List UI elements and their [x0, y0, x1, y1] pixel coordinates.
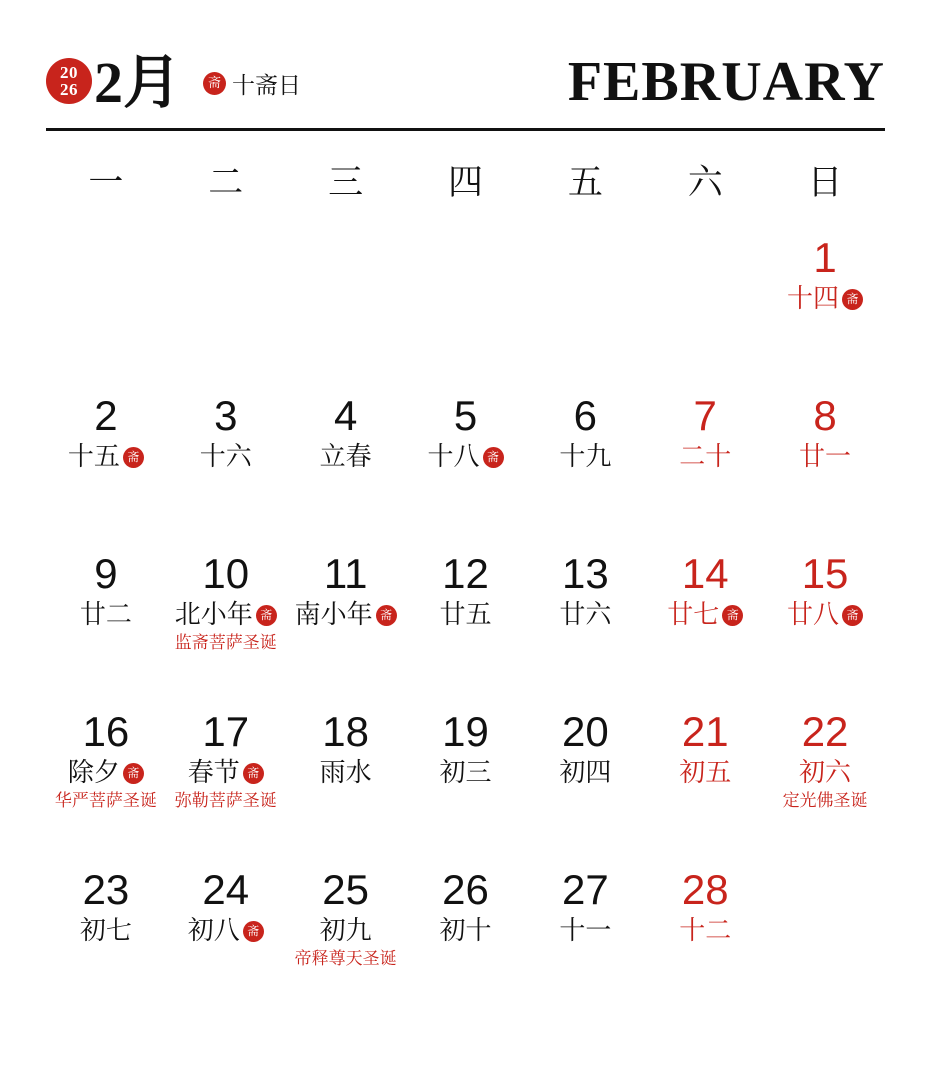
day-number: 18	[322, 708, 369, 755]
lunar-label: 廿七	[667, 600, 720, 629]
calendar-day-cell[interactable]	[765, 701, 885, 859]
lunar-label: 廿八	[787, 600, 840, 629]
weekday-tue: 二	[208, 163, 244, 202]
lunar-label: 初五	[679, 758, 732, 787]
lunar-label: 北小年	[174, 600, 253, 629]
lunar-label: 廿五	[439, 600, 492, 629]
lunar-label: 二十	[679, 442, 732, 471]
calendar-day-cell[interactable]	[406, 543, 526, 701]
calendar-day-cell[interactable]	[166, 543, 286, 701]
calendar-day-cell[interactable]	[765, 543, 885, 701]
festival-label: 华严菩萨圣诞	[54, 791, 157, 810]
lunar-label: 初四	[559, 758, 612, 787]
lunar-line	[286, 917, 406, 945]
lunar-line	[406, 443, 526, 471]
calendar-day-cell[interactable]	[525, 701, 645, 859]
lunar-line	[46, 917, 166, 945]
calendar-day-cell[interactable]	[406, 859, 526, 1017]
day-number: 12	[442, 550, 489, 597]
zhai-badge-icon: 斋	[483, 447, 504, 468]
zhai-badge-icon: 斋	[256, 605, 277, 626]
zhai-badge-icon: 斋	[722, 605, 743, 626]
day-number: 28	[681, 866, 729, 913]
zhai-legend-label: 十斋日	[232, 73, 302, 98]
calendar-day-cell[interactable]	[765, 227, 885, 385]
lunar-label: 立春	[319, 442, 372, 471]
day-number: 24	[202, 866, 250, 913]
lunar-line	[765, 285, 885, 313]
zhai-badge-icon: 斋	[842, 605, 863, 626]
lunar-line	[46, 759, 166, 787]
weekday-mon: 一	[88, 163, 124, 202]
calendar-header	[46, 0, 885, 115]
lunar-label: 十一	[559, 916, 612, 945]
lunar-label: 初八	[187, 916, 240, 945]
lunar-label: 雨水	[319, 758, 372, 787]
day-number: 2	[94, 392, 118, 439]
day-number: 23	[82, 866, 130, 913]
day-number: 4	[333, 392, 358, 439]
zhai-badge-icon: 斋	[123, 447, 144, 468]
lunar-line	[525, 917, 645, 945]
day-number: 9	[94, 550, 118, 597]
weekday-header-row	[46, 155, 885, 205]
lunar-line	[645, 917, 765, 945]
lunar-label: 十六	[199, 442, 252, 471]
calendar-cell-empty	[765, 859, 885, 1017]
calendar-day-cell[interactable]	[765, 385, 885, 543]
festival-label: 定光佛圣诞	[782, 791, 868, 810]
calendar-day-cell[interactable]	[166, 701, 286, 859]
zhai-badge-icon: 斋	[376, 605, 397, 626]
lunar-line	[765, 601, 885, 629]
calendar-day-cell[interactable]	[46, 701, 166, 859]
lunar-line	[406, 759, 526, 787]
calendar-day-cell[interactable]	[46, 859, 166, 1017]
day-number: 26	[442, 866, 489, 913]
zhai-badge-icon: 斋	[842, 289, 863, 310]
lunar-label: 廿一	[799, 442, 852, 471]
zhai-badge-icon: 斋	[203, 72, 226, 95]
calendar-day-cell[interactable]	[46, 543, 166, 701]
festival-label: 帝释尊天圣诞	[294, 949, 397, 968]
calendar-grid	[46, 227, 885, 1017]
day-number: 14	[681, 550, 729, 597]
day-number: 3	[214, 392, 238, 439]
day-number: 16	[82, 708, 130, 755]
lunar-label: 十九	[559, 442, 612, 471]
day-number: 5	[453, 392, 478, 439]
day-number: 17	[202, 708, 250, 755]
day-number: 8	[813, 392, 837, 439]
festival-label: 监斋菩萨圣诞	[174, 633, 277, 652]
month-title-english: FEBRUARY	[567, 51, 885, 113]
weekday-sat: 六	[687, 163, 723, 202]
zhai-legend	[203, 67, 301, 100]
calendar-day-cell[interactable]	[406, 385, 526, 543]
zhai-badge-icon: 斋	[243, 921, 264, 942]
header-divider	[46, 128, 885, 131]
calendar-day-cell[interactable]	[525, 543, 645, 701]
calendar-day-cell[interactable]	[645, 543, 765, 701]
calendar-day-cell[interactable]	[46, 385, 166, 543]
lunar-label: 初九	[319, 916, 372, 945]
year-bottom: 26	[60, 80, 78, 99]
zhai-badge-icon: 斋	[123, 763, 144, 784]
lunar-label: 廿六	[559, 600, 612, 629]
month-title-chinese: 2月	[94, 50, 182, 115]
lunar-line	[525, 443, 645, 471]
calendar-cell-empty	[46, 227, 166, 385]
calendar-day-cell[interactable]	[286, 859, 406, 1017]
calendar-day-cell[interactable]	[645, 385, 765, 543]
calendar-day-cell[interactable]	[166, 859, 286, 1017]
festival-label: 弥勒菩萨圣诞	[174, 791, 277, 810]
lunar-label: 南小年	[294, 600, 373, 629]
lunar-line	[406, 917, 526, 945]
day-number: 11	[323, 550, 368, 597]
year-top: 20	[60, 63, 78, 82]
lunar-line	[286, 443, 406, 471]
day-number: 22	[801, 708, 849, 755]
day-number: 15	[801, 550, 849, 597]
day-number: 7	[693, 392, 717, 439]
lunar-line	[765, 759, 885, 787]
calendar-day-cell[interactable]	[286, 701, 406, 859]
calendar-cell-empty	[286, 227, 406, 385]
lunar-line	[46, 601, 166, 629]
lunar-label: 廿二	[79, 600, 132, 629]
day-number: 27	[561, 866, 609, 913]
lunar-line	[166, 759, 286, 787]
day-number: 21	[681, 708, 729, 755]
calendar-cell-empty	[406, 227, 526, 385]
lunar-label: 十四	[787, 284, 840, 313]
lunar-line	[765, 443, 885, 471]
lunar-label: 除夕	[67, 758, 120, 787]
day-number: 20	[561, 708, 609, 755]
lunar-line	[645, 759, 765, 787]
lunar-line	[166, 917, 286, 945]
lunar-label: 十八	[427, 442, 480, 471]
lunar-line	[286, 759, 406, 787]
lunar-label: 初七	[79, 916, 132, 945]
calendar-cell-empty	[525, 227, 645, 385]
calendar-day-cell[interactable]	[525, 385, 645, 543]
lunar-line	[645, 443, 765, 471]
calendar-day-cell[interactable]	[286, 385, 406, 543]
lunar-line	[406, 601, 526, 629]
day-number: 6	[573, 392, 598, 439]
calendar-day-cell[interactable]	[645, 701, 765, 859]
weekday-fri: 五	[567, 163, 603, 202]
lunar-label: 初十	[439, 916, 492, 945]
lunar-line	[645, 601, 765, 629]
weekday-sun: 日	[807, 163, 843, 202]
zhai-badge-icon: 斋	[243, 763, 264, 784]
calendar-cell-empty	[645, 227, 765, 385]
lunar-line	[286, 601, 406, 629]
lunar-line	[46, 443, 166, 471]
day-number: 13	[561, 550, 609, 597]
lunar-label: 春节	[187, 758, 240, 787]
day-number: 19	[442, 708, 489, 755]
calendar-day-cell[interactable]	[406, 701, 526, 859]
day-number: 1	[813, 234, 837, 281]
day-number: 25	[322, 866, 369, 913]
header-left-group	[46, 50, 302, 115]
lunar-line	[525, 601, 645, 629]
lunar-label: 初六	[799, 758, 852, 787]
lunar-label: 初三	[439, 758, 492, 787]
lunar-line	[166, 443, 286, 471]
lunar-label: 十二	[679, 916, 732, 945]
calendar-cell-empty	[166, 227, 286, 385]
lunar-label: 十五	[67, 442, 120, 471]
weekday-wed: 三	[328, 163, 364, 202]
day-number: 10	[202, 550, 250, 597]
calendar-day-cell[interactable]	[286, 543, 406, 701]
calendar-day-cell[interactable]	[525, 859, 645, 1017]
weekday-thu: 四	[447, 163, 483, 202]
year-badge	[46, 58, 92, 104]
lunar-line	[166, 601, 286, 629]
calendar-day-cell[interactable]	[645, 859, 765, 1017]
calendar-day-cell[interactable]	[166, 385, 286, 543]
lunar-line	[525, 759, 645, 787]
